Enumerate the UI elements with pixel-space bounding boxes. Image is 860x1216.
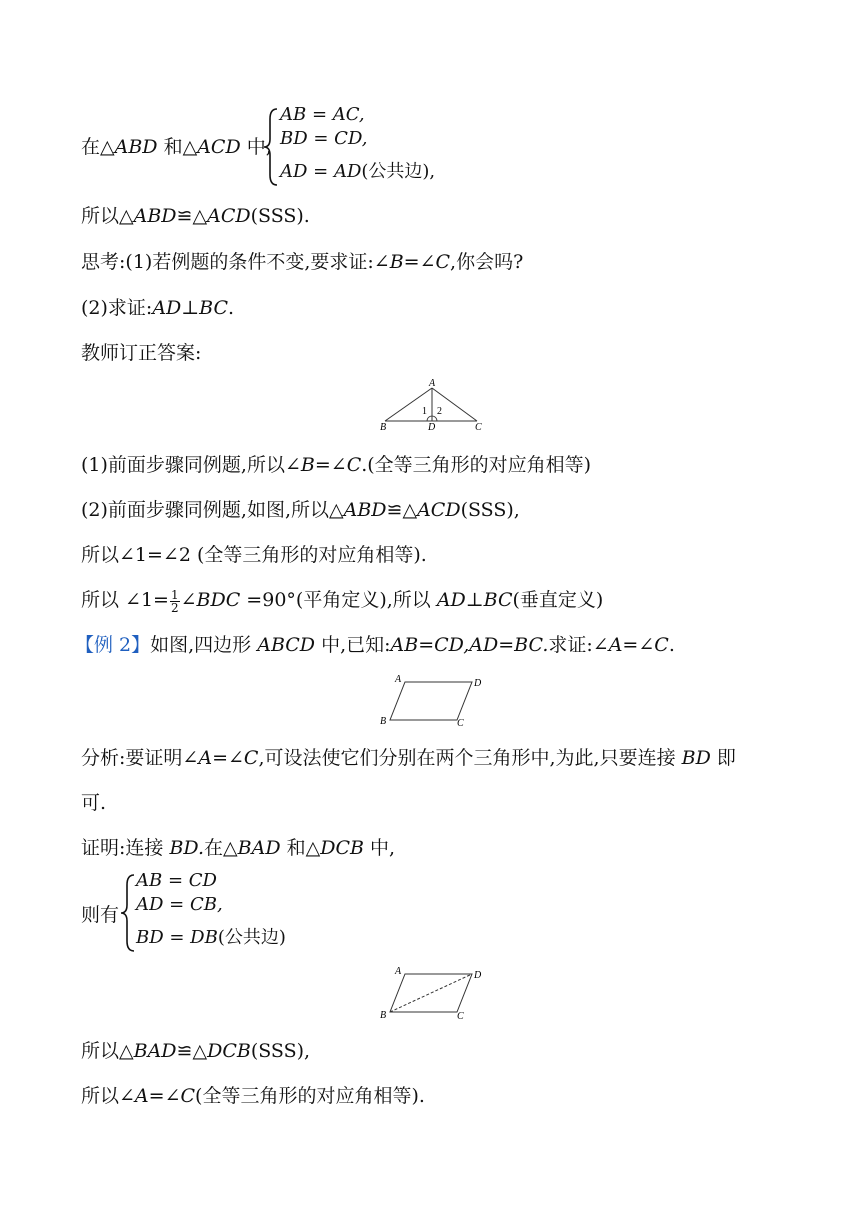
example-tag: 【例 2】 (75, 634, 151, 656)
system-2-eq3: BD = DB(公共边) (136, 927, 286, 948)
system-2-eq1: AB = CD (136, 870, 217, 891)
answer-3: 所以∠1=∠2 (全等三角形的对应角相等). (81, 544, 427, 566)
example-2-line: 【例 2】如图,四边形 ABCD 中,已知:AB=CD,AD=BC.求证:∠A=∠C. (75, 634, 675, 656)
fig2-label-b: B (380, 716, 387, 727)
analysis-line-2: 可. (81, 792, 107, 814)
then-label: 则有 (81, 904, 120, 926)
teacher-label: 教师订正答案: (81, 342, 202, 364)
fig1-label-d: D (428, 422, 436, 433)
system-1-eq2: BD = CD, (280, 128, 368, 149)
final-conclusion-1: 所以△BAD≌△DCB(SSS), (81, 1040, 311, 1062)
figure-parallelogram-diagonal (375, 962, 487, 1024)
system-2-eq2: AD = CB, (136, 894, 223, 915)
answer-2: (2)前面步骤同例题,如图,所以△ABD≌△ACD(SSS), (81, 499, 520, 521)
fig1-label-a: A (429, 378, 436, 389)
fig3-label-c: C (457, 1011, 464, 1022)
fig1-label-c: C (475, 422, 482, 433)
fig2-label-d: D (474, 678, 482, 689)
fig1-angle-2: 2 (437, 406, 442, 417)
fig1-angle-1: 1 (422, 406, 427, 417)
fig2-label-c: C (457, 718, 464, 729)
analysis-line-1: 分析:要证明∠A=∠C,可设法使它们分别在两个三角形中,为此,只要连接 BD 即 (81, 747, 736, 769)
brace-2 (120, 873, 136, 953)
answer-4: 所以 ∠1= $\frac{1}{2}$ ∠BDC =90°(平角定义),所以 AD⊥BC(垂直定义) (81, 587, 604, 615)
fig3-label-a: A (395, 966, 402, 977)
thinking-q1: 思考:(1)若例题的条件不变,要求证:∠B=∠C,你会吗? (81, 251, 524, 273)
proof-line: 证明:连接 BD.在△BAD 和△DCB 中, (81, 837, 396, 859)
conclusion-1: 所以△ABD≌△ACD(SSS). (81, 205, 310, 227)
intro-line: 在△ABD 和△ACD 中, (81, 136, 272, 158)
system-1 (280, 104, 435, 188)
fraction-half: $\frac{1}{2}$ (170, 587, 179, 615)
system-2 (136, 870, 286, 954)
system-1-eq1: AB = AC, (280, 104, 365, 125)
final-conclusion-2: 所以∠A=∠C(全等三角形的对应角相等). (81, 1085, 425, 1107)
fig3-label-d: D (474, 970, 482, 981)
fig3-label-b: B (380, 1010, 387, 1021)
fig2-label-a: A (395, 674, 402, 685)
system-1-eq3: AD = AD(公共边), (280, 161, 436, 182)
figure-parallelogram (375, 670, 487, 730)
brace-1 (263, 107, 279, 187)
answer-1: (1)前面步骤同例题,所以∠B=∠C.(全等三角形的对应角相等) (81, 454, 592, 476)
figure-triangle (372, 376, 488, 434)
fig1-label-b: B (380, 422, 387, 433)
thinking-q2: (2)求证:AD⊥BC. (81, 297, 235, 319)
